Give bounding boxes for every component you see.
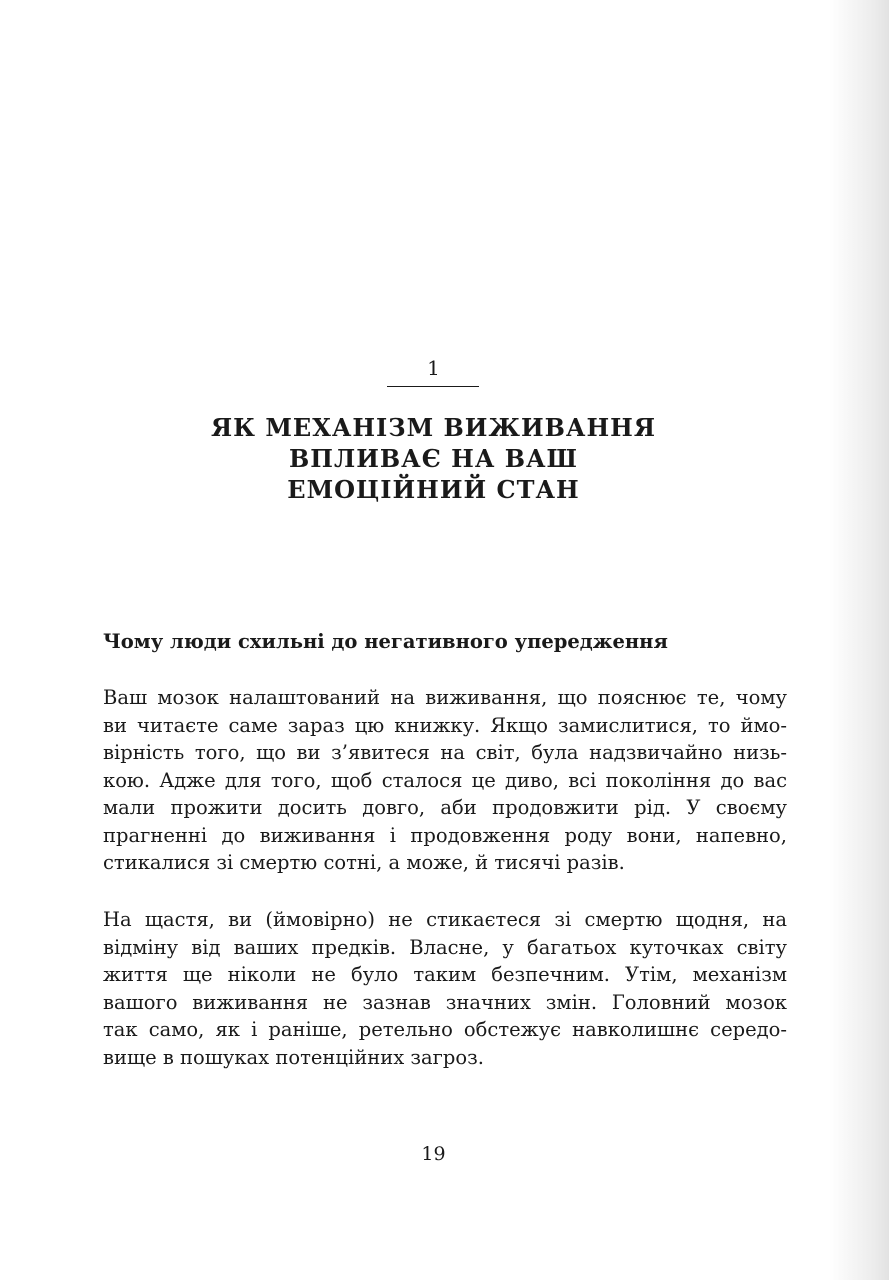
text-line: життя ще ніколи не було таким безпечним. Утім, механізм xyxy=(103,963,787,986)
text-line: На щастя, ви (ймовірно) не стикаєтеся зі смертю щодня, на xyxy=(103,908,787,931)
chapter-title xyxy=(0,412,867,505)
chapter-title-line: ВПЛИВАЄ НА ВАШ xyxy=(289,444,578,473)
text-line: прагненні до виживання і продовження роду вони, напевно, xyxy=(103,823,787,847)
page-edge-shadow xyxy=(829,0,889,1280)
text-line: мали прожити досить довго, аби продовжити рід. У своєму xyxy=(103,796,787,819)
text-line: Ваш мозок налаштований на виживання, що пояснює те, чому xyxy=(103,686,787,709)
chapter-title-line: ЯК МЕХАНІЗМ ВИЖИВАННЯ xyxy=(211,413,656,442)
text-line: відміну від ваших предків. Власне, у багатьох куточках світу xyxy=(103,935,787,959)
page-number: 19 xyxy=(421,1143,446,1165)
text-line: вище в пошуках потенційних загроз. xyxy=(103,1045,484,1069)
text-line: вашого виживання не зазнав значних змін. Головний мозок xyxy=(103,990,787,1014)
text-line: кою. Адже для того, щоб сталося це диво, всі покоління до вас xyxy=(103,768,787,792)
body-paragraph xyxy=(103,684,787,877)
chapter-divider xyxy=(387,386,479,387)
chapter-number: 1 xyxy=(427,356,440,380)
text-line: стикалися зі смертю сотні, а може, й тисячі разів. xyxy=(103,851,625,874)
chapter-title-line: ЕМОЦІЙНИЙ СТАН xyxy=(287,475,580,504)
section-heading: Чому люди схильні до негативного упередження xyxy=(103,630,668,653)
text-line: вірність того, що ви з’явитеся на світ, була надзвичайно низь- xyxy=(103,741,787,764)
body-paragraph xyxy=(103,906,787,1071)
text-line: ви читаєте саме зараз цю книжку. Якщо замислитися, то ймо- xyxy=(103,713,787,737)
text-line: так само, як і раніше, ретельно обстежує навколишнє середо- xyxy=(103,1018,787,1041)
